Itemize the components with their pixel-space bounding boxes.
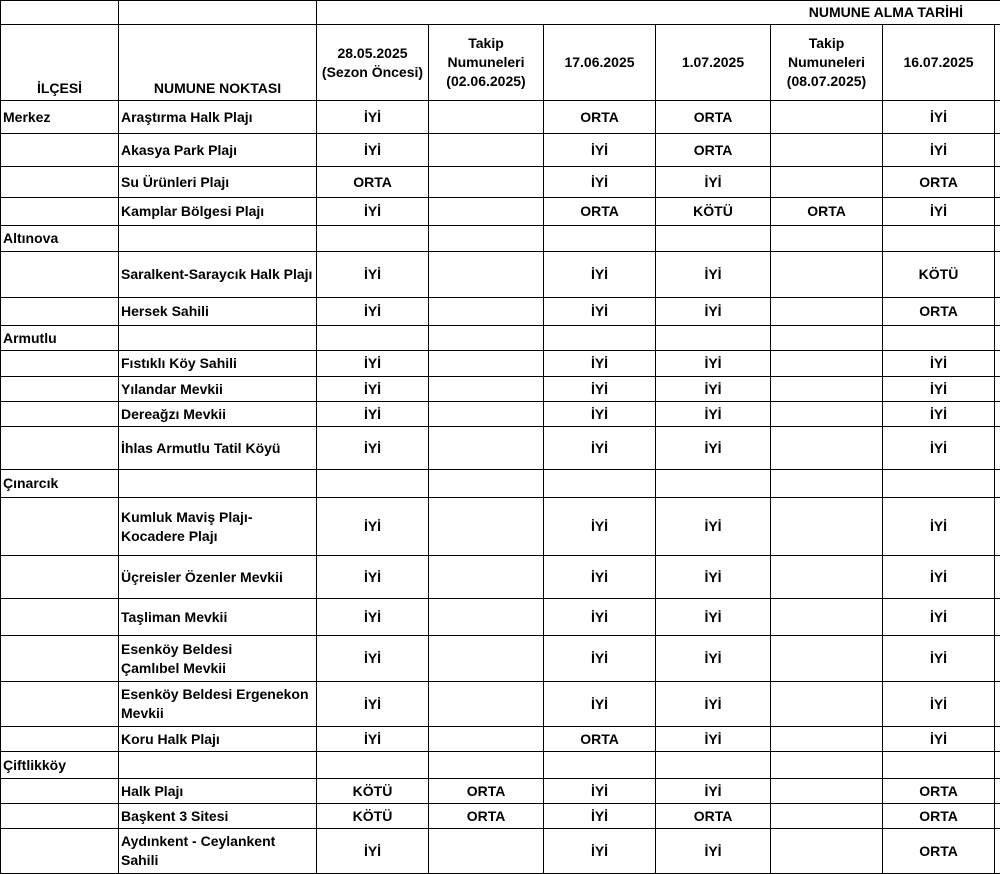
- sampling-point-cell: Akasya Park Plajı: [119, 134, 317, 167]
- quality-result-cell: [429, 427, 544, 470]
- quality-result-cell: [429, 498, 544, 556]
- table-row: [1, 402, 1000, 427]
- blank-cell: [995, 804, 1000, 829]
- quality-result-cell: İYİ: [544, 599, 656, 636]
- sampling-point-cell: [119, 636, 317, 682]
- quality-result-cell: İYİ: [544, 682, 656, 727]
- sampling-point-line: Aydınkent - Ceylankent: [121, 832, 314, 851]
- quality-result-cell: [883, 470, 995, 498]
- quality-result-cell: ORTA: [544, 727, 656, 752]
- quality-result-cell: İYİ: [883, 198, 995, 226]
- quality-result-cell: İYİ: [883, 351, 995, 377]
- quality-result-cell: [317, 752, 429, 779]
- district-cell: [1, 682, 119, 727]
- quality-result-cell: [771, 727, 883, 752]
- quality-result-cell: İYİ: [656, 498, 771, 556]
- quality-result-cell: İYİ: [656, 377, 771, 402]
- quality-result-cell: KÖTÜ: [883, 252, 995, 298]
- quality-result-cell: [429, 198, 544, 226]
- date-header-line: (Sezon Öncesi): [319, 63, 426, 82]
- quality-result-cell: [771, 804, 883, 829]
- district-cell: [1, 351, 119, 377]
- date-header: [544, 25, 656, 101]
- table-row: [1, 252, 1000, 298]
- quality-result-cell: İYİ: [883, 556, 995, 599]
- quality-result-cell: ORTA: [429, 779, 544, 804]
- quality-result-cell: ORTA: [883, 829, 995, 874]
- date-header-line: (02.06.2025): [431, 72, 541, 91]
- quality-result-cell: [429, 727, 544, 752]
- quality-result-cell: İYİ: [656, 351, 771, 377]
- table-body: [1, 1, 1000, 874]
- district-cell: Merkez: [1, 101, 119, 134]
- sampling-point-cell: [119, 498, 317, 556]
- blank-cell: [995, 134, 1000, 167]
- quality-result-cell: [656, 326, 771, 351]
- blank-cell: [995, 351, 1000, 377]
- quality-result-cell: İYİ: [883, 427, 995, 470]
- quality-result-cell: [771, 498, 883, 556]
- table-row: [1, 556, 1000, 599]
- quality-result-cell: İYİ: [544, 351, 656, 377]
- quality-result-cell: [544, 470, 656, 498]
- sampling-point-line: Sahili: [121, 851, 314, 870]
- sampling-point-line: Esenköy Beldesi Ergenekon: [121, 685, 314, 704]
- district-cell: [1, 727, 119, 752]
- blank-cell: [995, 198, 1000, 226]
- sampling-point-cell: Dereağzı Mevkii: [119, 402, 317, 427]
- quality-result-cell: [429, 252, 544, 298]
- quality-result-cell: İYİ: [317, 727, 429, 752]
- blank-cell: [995, 226, 1000, 252]
- blank-cell: [995, 498, 1000, 556]
- sampling-point-cell: İhlas Armutlu Tatil Köyü: [119, 427, 317, 470]
- quality-result-cell: [429, 326, 544, 351]
- quality-result-cell: İYİ: [656, 636, 771, 682]
- table-row: [1, 167, 1000, 198]
- quality-result-cell: [429, 682, 544, 727]
- quality-result-cell: İYİ: [317, 101, 429, 134]
- blank-cell: [995, 25, 1000, 101]
- sampling-date-banner: NUMUNE ALMA TARİHİ: [317, 1, 1000, 25]
- quality-result-cell: İYİ: [544, 804, 656, 829]
- quality-result-cell: ORTA: [883, 779, 995, 804]
- quality-result-cell: İYİ: [656, 427, 771, 470]
- quality-result-cell: İYİ: [883, 377, 995, 402]
- table-row: [1, 101, 1000, 134]
- quality-result-cell: [771, 470, 883, 498]
- quality-result-cell: İYİ: [544, 829, 656, 874]
- quality-result-cell: [771, 682, 883, 727]
- quality-result-cell: [771, 298, 883, 326]
- blank-cell: [995, 779, 1000, 804]
- quality-result-cell: ORTA: [544, 101, 656, 134]
- date-header: [429, 25, 544, 101]
- quality-result-cell: [771, 556, 883, 599]
- sampling-point-cell: Başkent 3 Sitesi: [119, 804, 317, 829]
- blank-cell: [995, 427, 1000, 470]
- quality-result-cell: ORTA: [656, 101, 771, 134]
- district-cell: [1, 556, 119, 599]
- quality-result-cell: İYİ: [883, 402, 995, 427]
- table-row: [1, 804, 1000, 829]
- quality-result-cell: İYİ: [544, 498, 656, 556]
- district-column-header: İLÇESİ: [1, 25, 119, 101]
- blank-cell: [995, 298, 1000, 326]
- date-header: [317, 25, 429, 101]
- quality-result-cell: [883, 326, 995, 351]
- sampling-point-cell: Taşliman Mevkii: [119, 599, 317, 636]
- sampling-point-cell: [119, 829, 317, 874]
- quality-result-cell: [883, 226, 995, 252]
- district-cell: [1, 829, 119, 874]
- date-header: [771, 25, 883, 101]
- quality-result-cell: [429, 226, 544, 252]
- quality-result-cell: İYİ: [317, 134, 429, 167]
- quality-result-cell: İYİ: [317, 829, 429, 874]
- quality-result-cell: [771, 101, 883, 134]
- quality-result-cell: KÖTÜ: [317, 804, 429, 829]
- quality-result-cell: İYİ: [317, 599, 429, 636]
- district-cell: [1, 198, 119, 226]
- blank-cell: [995, 167, 1000, 198]
- sampling-point-line: Mevkii: [121, 704, 314, 723]
- quality-result-cell: [429, 101, 544, 134]
- district-cell: [1, 599, 119, 636]
- sampling-point-cell: Yılandar Mevkii: [119, 377, 317, 402]
- quality-result-cell: [771, 752, 883, 779]
- sampling-point-cell: Fıstıklı Köy Sahili: [119, 351, 317, 377]
- quality-result-cell: İYİ: [883, 682, 995, 727]
- district-cell: [1, 636, 119, 682]
- quality-result-cell: İYİ: [883, 101, 995, 134]
- district-cell: [1, 134, 119, 167]
- quality-result-cell: İYİ: [656, 402, 771, 427]
- quality-result-cell: İYİ: [883, 636, 995, 682]
- quality-result-cell: ORTA: [317, 167, 429, 198]
- date-header: [656, 25, 771, 101]
- quality-result-cell: [771, 636, 883, 682]
- district-row: [1, 326, 1000, 351]
- date-header: [883, 25, 995, 101]
- quality-result-cell: İYİ: [317, 198, 429, 226]
- sampling-point-column-header: NUMUNE NOKTASI: [119, 25, 317, 101]
- quality-result-cell: İYİ: [656, 682, 771, 727]
- quality-result-cell: İYİ: [656, 556, 771, 599]
- quality-result-cell: [429, 167, 544, 198]
- table-row: [1, 682, 1000, 727]
- table-row: [1, 427, 1000, 470]
- quality-result-cell: [429, 636, 544, 682]
- sampling-point-cell: Koru Halk Plajı: [119, 727, 317, 752]
- quality-result-cell: İYİ: [544, 402, 656, 427]
- quality-result-cell: [429, 402, 544, 427]
- quality-result-cell: [544, 226, 656, 252]
- quality-result-cell: İYİ: [317, 556, 429, 599]
- district-cell: [1, 252, 119, 298]
- quality-result-cell: [771, 351, 883, 377]
- sampling-point-cell: Hersek Sahili: [119, 298, 317, 326]
- quality-result-cell: İYİ: [883, 727, 995, 752]
- quality-result-cell: [771, 377, 883, 402]
- district-cell: [1, 498, 119, 556]
- quality-result-cell: İYİ: [544, 636, 656, 682]
- quality-result-cell: İYİ: [544, 298, 656, 326]
- quality-result-cell: İYİ: [544, 377, 656, 402]
- table-row: [1, 779, 1000, 804]
- date-header-line: 17.06.2025: [546, 53, 653, 72]
- district-cell: Çınarcık: [1, 470, 119, 498]
- quality-result-cell: [656, 752, 771, 779]
- quality-result-cell: ORTA: [544, 198, 656, 226]
- quality-result-cell: [771, 167, 883, 198]
- quality-result-cell: İYİ: [656, 298, 771, 326]
- quality-result-cell: [317, 226, 429, 252]
- date-header-line: (08.07.2025): [773, 72, 880, 91]
- blank-cell: [1, 1, 119, 25]
- banner-row: [1, 1, 1000, 25]
- quality-result-cell: [771, 326, 883, 351]
- district-cell: [1, 402, 119, 427]
- sampling-point-line: Çamlıbel Mevkii: [121, 659, 314, 678]
- sampling-point-line: Kumluk Maviş Plajı-: [121, 508, 314, 527]
- quality-result-cell: [771, 779, 883, 804]
- sampling-point-cell: Halk Plajı: [119, 779, 317, 804]
- quality-result-cell: [771, 252, 883, 298]
- quality-result-cell: İYİ: [317, 636, 429, 682]
- district-cell: [1, 779, 119, 804]
- quality-result-cell: [771, 427, 883, 470]
- district-row: [1, 226, 1000, 252]
- quality-result-cell: İYİ: [883, 134, 995, 167]
- blank-cell: [995, 636, 1000, 682]
- quality-result-cell: [317, 470, 429, 498]
- quality-result-cell: [429, 829, 544, 874]
- quality-result-cell: [656, 470, 771, 498]
- quality-result-cell: [656, 226, 771, 252]
- district-cell: [1, 427, 119, 470]
- sampling-point-cell: [119, 326, 317, 351]
- quality-result-cell: [771, 226, 883, 252]
- blank-cell: [995, 377, 1000, 402]
- quality-result-cell: İYİ: [317, 498, 429, 556]
- quality-result-cell: İYİ: [317, 427, 429, 470]
- quality-result-cell: İYİ: [883, 498, 995, 556]
- district-cell: [1, 804, 119, 829]
- quality-result-cell: İYİ: [317, 402, 429, 427]
- quality-result-cell: ORTA: [429, 804, 544, 829]
- district-cell: [1, 377, 119, 402]
- quality-result-cell: İYİ: [544, 556, 656, 599]
- quality-result-cell: [429, 134, 544, 167]
- quality-result-cell: [429, 377, 544, 402]
- blank-cell: [995, 599, 1000, 636]
- quality-result-cell: İYİ: [544, 167, 656, 198]
- blank-cell: [995, 402, 1000, 427]
- sampling-point-cell: [119, 226, 317, 252]
- sampling-point-line: Esenköy Beldesi: [121, 640, 314, 659]
- blank-cell: [995, 470, 1000, 498]
- blank-cell: [995, 727, 1000, 752]
- quality-result-cell: ORTA: [656, 804, 771, 829]
- date-header-line: Numuneleri: [773, 53, 880, 72]
- quality-result-cell: ORTA: [883, 804, 995, 829]
- quality-result-cell: KÖTÜ: [317, 779, 429, 804]
- blank-cell: [995, 101, 1000, 134]
- quality-result-cell: KÖTÜ: [656, 198, 771, 226]
- quality-result-cell: İYİ: [656, 779, 771, 804]
- quality-result-cell: İYİ: [317, 252, 429, 298]
- district-row: [1, 470, 1000, 498]
- district-cell: Çiftlikköy: [1, 752, 119, 779]
- quality-result-cell: İYİ: [656, 252, 771, 298]
- quality-result-cell: İYİ: [656, 599, 771, 636]
- quality-result-cell: İYİ: [656, 167, 771, 198]
- blank-cell: [995, 326, 1000, 351]
- quality-result-cell: [429, 351, 544, 377]
- quality-result-cell: İYİ: [656, 829, 771, 874]
- quality-result-cell: İYİ: [544, 427, 656, 470]
- quality-result-cell: [429, 470, 544, 498]
- district-cell: Altınova: [1, 226, 119, 252]
- quality-result-cell: ORTA: [883, 167, 995, 198]
- quality-result-cell: [771, 829, 883, 874]
- blank-cell: [995, 252, 1000, 298]
- table-row: [1, 829, 1000, 874]
- sampling-point-cell: [119, 752, 317, 779]
- quality-result-cell: [883, 752, 995, 779]
- table-row: [1, 198, 1000, 226]
- date-header-line: Numuneleri: [431, 53, 541, 72]
- district-row: [1, 752, 1000, 779]
- quality-result-cell: [429, 752, 544, 779]
- quality-result-cell: [771, 134, 883, 167]
- sampling-point-cell: Su Ürünleri Plajı: [119, 167, 317, 198]
- quality-result-cell: İYİ: [317, 351, 429, 377]
- quality-result-cell: ORTA: [883, 298, 995, 326]
- quality-result-cell: İYİ: [883, 599, 995, 636]
- table-row: [1, 134, 1000, 167]
- date-header-line: 28.05.2025: [319, 44, 426, 63]
- blank-cell: [995, 829, 1000, 874]
- sampling-point-cell: [119, 470, 317, 498]
- quality-result-cell: [429, 599, 544, 636]
- sampling-point-cell: Saralkent-Saraycık Halk Plajı: [119, 252, 317, 298]
- quality-result-cell: [429, 556, 544, 599]
- quality-result-cell: İYİ: [544, 134, 656, 167]
- quality-result-cell: İYİ: [317, 298, 429, 326]
- table-row: [1, 636, 1000, 682]
- table-row: [1, 377, 1000, 402]
- quality-result-cell: İYİ: [544, 252, 656, 298]
- table-row: [1, 727, 1000, 752]
- table-row: [1, 351, 1000, 377]
- quality-result-cell: İYİ: [317, 377, 429, 402]
- blank-cell: [995, 752, 1000, 779]
- table-row: [1, 599, 1000, 636]
- quality-result-cell: [317, 326, 429, 351]
- quality-result-cell: [771, 402, 883, 427]
- sampling-point-cell: Araştırma Halk Plajı: [119, 101, 317, 134]
- quality-result-cell: ORTA: [771, 198, 883, 226]
- district-cell: [1, 298, 119, 326]
- quality-result-cell: [771, 599, 883, 636]
- column-header-row: [1, 25, 1000, 101]
- table-row: [1, 298, 1000, 326]
- quality-result-cell: İYİ: [656, 727, 771, 752]
- sampling-point-cell: [119, 682, 317, 727]
- blank-cell: [995, 556, 1000, 599]
- date-header-line: Takip: [431, 34, 541, 53]
- quality-result-cell: [544, 752, 656, 779]
- quality-result-cell: ORTA: [656, 134, 771, 167]
- sampling-point-cell: Kamplar Bölgesi Plajı: [119, 198, 317, 226]
- district-cell: Armutlu: [1, 326, 119, 351]
- quality-result-cell: [429, 298, 544, 326]
- district-cell: [1, 167, 119, 198]
- blank-cell: [119, 1, 317, 25]
- table-row: [1, 498, 1000, 556]
- date-header-line: 16.07.2025: [885, 53, 992, 72]
- quality-result-cell: İYİ: [544, 779, 656, 804]
- sampling-point-cell: Üçreisler Özenler Mevkii: [119, 556, 317, 599]
- date-header-line: 1.07.2025: [658, 53, 768, 72]
- sampling-point-line: Kocadere Plajı: [121, 527, 314, 546]
- quality-result-cell: İYİ: [317, 682, 429, 727]
- quality-result-cell: [544, 326, 656, 351]
- date-header-line: Takip: [773, 34, 880, 53]
- blank-cell: [995, 682, 1000, 727]
